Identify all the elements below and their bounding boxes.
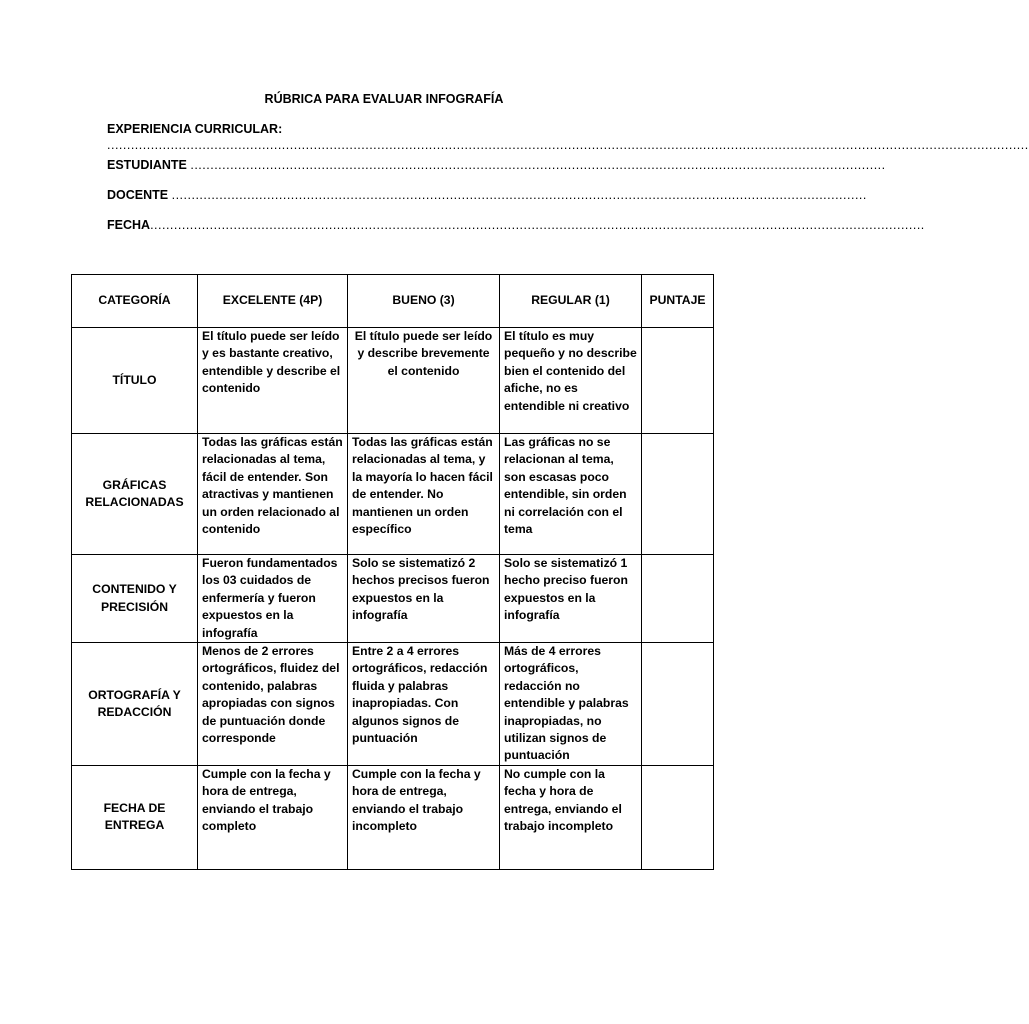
header-regular: REGULAR (1) bbox=[500, 275, 642, 328]
puntaje-cell[interactable] bbox=[642, 765, 714, 869]
bueno-cell: Entre 2 a 4 errores ortográficos, redacción fluida y palabras inapropiadas. Con algunos signos de puntuación bbox=[348, 643, 500, 766]
bueno-cell: Solo se sistematizó 2 hechos precisos fueron expuestos en la infografía bbox=[348, 555, 500, 643]
category-cell bbox=[72, 765, 198, 869]
rubric-header-row bbox=[72, 275, 714, 328]
table-row bbox=[72, 765, 714, 869]
estudiante-field[interactable] bbox=[107, 158, 886, 172]
bueno-cell: Cumple con la fecha y hora de entrega, enviando el trabajo incompleto bbox=[348, 765, 500, 869]
excelente-cell: Menos de 2 errores ortográficos, fluidez del contenido, palabras apropiadas con signos de puntuación donde corresponde bbox=[198, 643, 348, 766]
fecha-blank[interactable]: ................................................................................................................................................................................................... bbox=[150, 218, 925, 232]
header-puntaje: PUNTAJE bbox=[642, 275, 714, 328]
header-excelente: EXCELENTE (4P) bbox=[198, 275, 348, 328]
regular-cell: Más de 4 errores ortográficos, redacción no entendible y palabras inapropiadas, no utilizan signos de puntuación bbox=[500, 643, 642, 766]
category-label: GRÁFICAS RELACIONADAS bbox=[85, 477, 184, 509]
excelente-cell: Todas las gráficas están relacionadas al tema, fácil de entender. Son atractivas y mantienen un orden relacionado al contenido bbox=[198, 434, 348, 555]
docente-blank[interactable]: ............................................................................................................................................................................... bbox=[171, 188, 867, 202]
category-label: TÍTULO bbox=[112, 372, 157, 387]
regular-cell: El título es muy pequeño y no describe bien el contenido del afiche, no es entendible ni creativo bbox=[500, 328, 642, 434]
table-row bbox=[72, 555, 714, 643]
experiencia-curricular-blank[interactable]: ........................................................................................................................................................................................................................................ bbox=[107, 138, 1029, 152]
excelente-cell: Fueron fundamentados los 03 cuidados de enfermería y fueron expuestos en la infografía bbox=[198, 555, 348, 643]
table-row bbox=[72, 328, 714, 434]
regular-cell: No cumple con la fecha y hora de entrega, enviando el trabajo incompleto bbox=[500, 765, 642, 869]
category-label: ORTOGRAFÍA Y REDACCIÓN bbox=[88, 687, 181, 719]
estudiante-blank[interactable]: ............................................................................................................................................................................... bbox=[190, 158, 886, 172]
experiencia-curricular-field bbox=[107, 122, 282, 136]
docente-field[interactable] bbox=[107, 188, 867, 202]
rubric-table bbox=[71, 274, 714, 870]
category-label: FECHA DE ENTREGA bbox=[103, 800, 166, 833]
header-bueno: BUENO (3) bbox=[348, 275, 500, 328]
regular-cell: Solo se sistematizó 1 hecho preciso fueron expuestos en la infografía bbox=[500, 555, 642, 643]
category-cell bbox=[72, 328, 198, 434]
table-row bbox=[72, 434, 714, 555]
header-categoria: CATEGORÍA bbox=[72, 275, 198, 328]
category-label: CONTENIDO Y PRECISIÓN bbox=[92, 582, 177, 614]
excelente-cell: Cumple con la fecha y hora de entrega, enviando el trabajo completo bbox=[198, 765, 348, 869]
excelente-cell: El título puede ser leído y es bastante creativo, entendible y describe el contenido bbox=[198, 328, 348, 434]
estudiante-label: ESTUDIANTE bbox=[107, 158, 187, 172]
docente-label: DOCENTE bbox=[107, 188, 169, 202]
document-title: RÚBRICA PARA EVALUAR INFOGRAFÍA bbox=[264, 92, 504, 106]
fecha-label: FECHA bbox=[107, 218, 151, 232]
puntaje-cell[interactable] bbox=[642, 434, 714, 555]
fecha-field[interactable] bbox=[107, 218, 925, 232]
regular-cell: Las gráficas no se relacionan al tema, son escasas poco entendible, sin orden ni correlación con el tema bbox=[500, 434, 642, 555]
category-cell bbox=[72, 643, 198, 766]
bueno-cell: El título puede ser leído y describe brevemente el contenido bbox=[348, 328, 500, 434]
experiencia-curricular-label: EXPERIENCIA CURRICULAR: bbox=[107, 122, 283, 136]
table-row bbox=[72, 643, 714, 766]
puntaje-cell[interactable] bbox=[642, 555, 714, 643]
category-cell bbox=[72, 434, 198, 555]
puntaje-cell[interactable] bbox=[642, 643, 714, 766]
puntaje-cell[interactable] bbox=[642, 328, 714, 434]
bueno-cell: Todas las gráficas están relacionadas al tema, y la mayoría lo hacen fácil de entender. No mantienen un orden específico bbox=[348, 434, 500, 555]
category-cell bbox=[72, 555, 198, 643]
